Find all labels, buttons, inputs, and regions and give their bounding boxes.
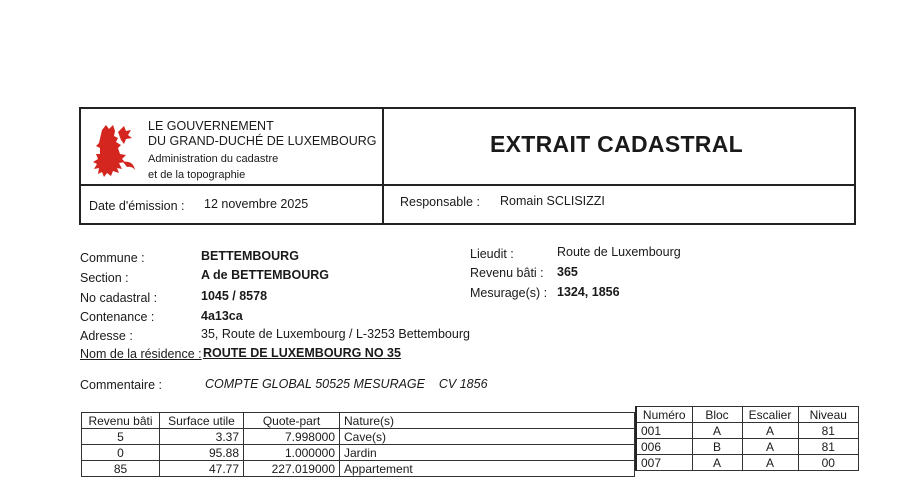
col-numero: Numéro	[636, 407, 692, 423]
contenance-value: 4a13ca	[201, 309, 243, 323]
cell-niveau: 00	[798, 455, 859, 471]
table-row	[82, 461, 635, 477]
cell-numero: 007	[636, 455, 692, 471]
cell-revenu: 5	[82, 429, 160, 445]
document-title: EXTRAIT CADASTRAL	[490, 131, 743, 157]
table-row	[636, 423, 859, 439]
cell-surface: 3.37	[160, 429, 244, 445]
mesurage-value: 1324, 1856	[557, 285, 620, 299]
lion-coat-of-arms-icon	[88, 122, 138, 182]
cell-escalier: A	[742, 423, 798, 439]
col-revenu-bati: Revenu bâti	[82, 413, 160, 429]
table-header-row	[636, 407, 859, 423]
lieudit-label: Lieudit :	[470, 247, 514, 261]
col-bloc: Bloc	[692, 407, 742, 423]
admin-line1: Administration du cadastre	[148, 153, 279, 165]
lieudit-value: Route de Luxembourg	[557, 245, 681, 259]
commune-label: Commune :	[80, 251, 145, 265]
commentaire-value: COMPTE GLOBAL 50525 MESURAGE CV 1856	[205, 377, 488, 391]
cell-bloc: A	[692, 455, 742, 471]
cell-numero: 006	[636, 439, 692, 455]
cell-nature: Cave(s)	[340, 429, 635, 445]
gov-line2: DU GRAND-DUCHÉ DE LUXEMBOURG	[148, 134, 377, 148]
cell-niveau: 81	[798, 439, 859, 455]
mesurage-label: Mesurage(s) :	[470, 286, 548, 300]
table-header-row	[82, 413, 635, 429]
col-escalier: Escalier	[742, 407, 798, 423]
table-row	[82, 445, 635, 461]
residence-value: ROUTE DE LUXEMBOURG NO 35	[203, 346, 401, 360]
col-natures: Nature(s)	[340, 413, 635, 429]
section-label: Section :	[80, 271, 129, 285]
admin-line2: et de la topographie	[148, 169, 246, 181]
cell-bloc: A	[692, 423, 742, 439]
nocadastral-label: No cadastral :	[80, 291, 158, 305]
col-surface-utile: Surface utile	[160, 413, 244, 429]
cell-revenu: 0	[82, 445, 160, 461]
contenance-label: Contenance :	[80, 310, 155, 324]
date-value: 12 novembre 2025	[204, 197, 309, 211]
units-table-left	[81, 412, 635, 477]
cell-nature: Jardin	[340, 445, 635, 461]
table-row	[636, 455, 859, 471]
cell-niveau: 81	[798, 423, 859, 439]
cell-revenu: 85	[82, 461, 160, 477]
date-label: Date d'émission :	[89, 199, 185, 213]
header-divider-vertical	[382, 109, 384, 223]
section-value: A de BETTEMBOURG	[201, 268, 330, 282]
cell-surface: 95.88	[160, 445, 244, 461]
gov-line1: LE GOUVERNEMENT	[148, 119, 274, 133]
residence-label: Nom de la résidence :	[80, 347, 202, 361]
col-quote-part: Quote-part	[244, 413, 340, 429]
header-divider-horizontal	[81, 184, 854, 186]
cell-escalier: A	[742, 455, 798, 471]
cell-surface: 47.77	[160, 461, 244, 477]
nocadastral-value: 1045 / 8578	[201, 289, 268, 303]
adresse-value: 35, Route de Luxembourg / L-3253 Bettembourg	[201, 327, 470, 341]
revenu-bati-value: 365	[557, 265, 578, 279]
col-niveau: Niveau	[798, 407, 859, 423]
cell-quote: 7.998000	[244, 429, 340, 445]
cell-quote: 227.019000	[244, 461, 340, 477]
commentaire-label: Commentaire :	[80, 378, 162, 392]
cell-bloc: B	[692, 439, 742, 455]
revenu-bati-label: Revenu bâti :	[470, 266, 544, 280]
responsable-label: Responsable :	[400, 195, 480, 209]
units-table-right	[635, 406, 859, 471]
table-row	[82, 429, 635, 445]
table-row	[636, 439, 859, 455]
cell-nature: Appartement	[340, 461, 635, 477]
responsable-value: Romain SCLISIZZI	[500, 194, 605, 208]
cell-escalier: A	[742, 439, 798, 455]
commune-value: BETTEMBOURG	[201, 249, 299, 263]
cell-quote: 1.000000	[244, 445, 340, 461]
cell-numero: 001	[636, 423, 692, 439]
adresse-label: Adresse :	[80, 329, 133, 343]
